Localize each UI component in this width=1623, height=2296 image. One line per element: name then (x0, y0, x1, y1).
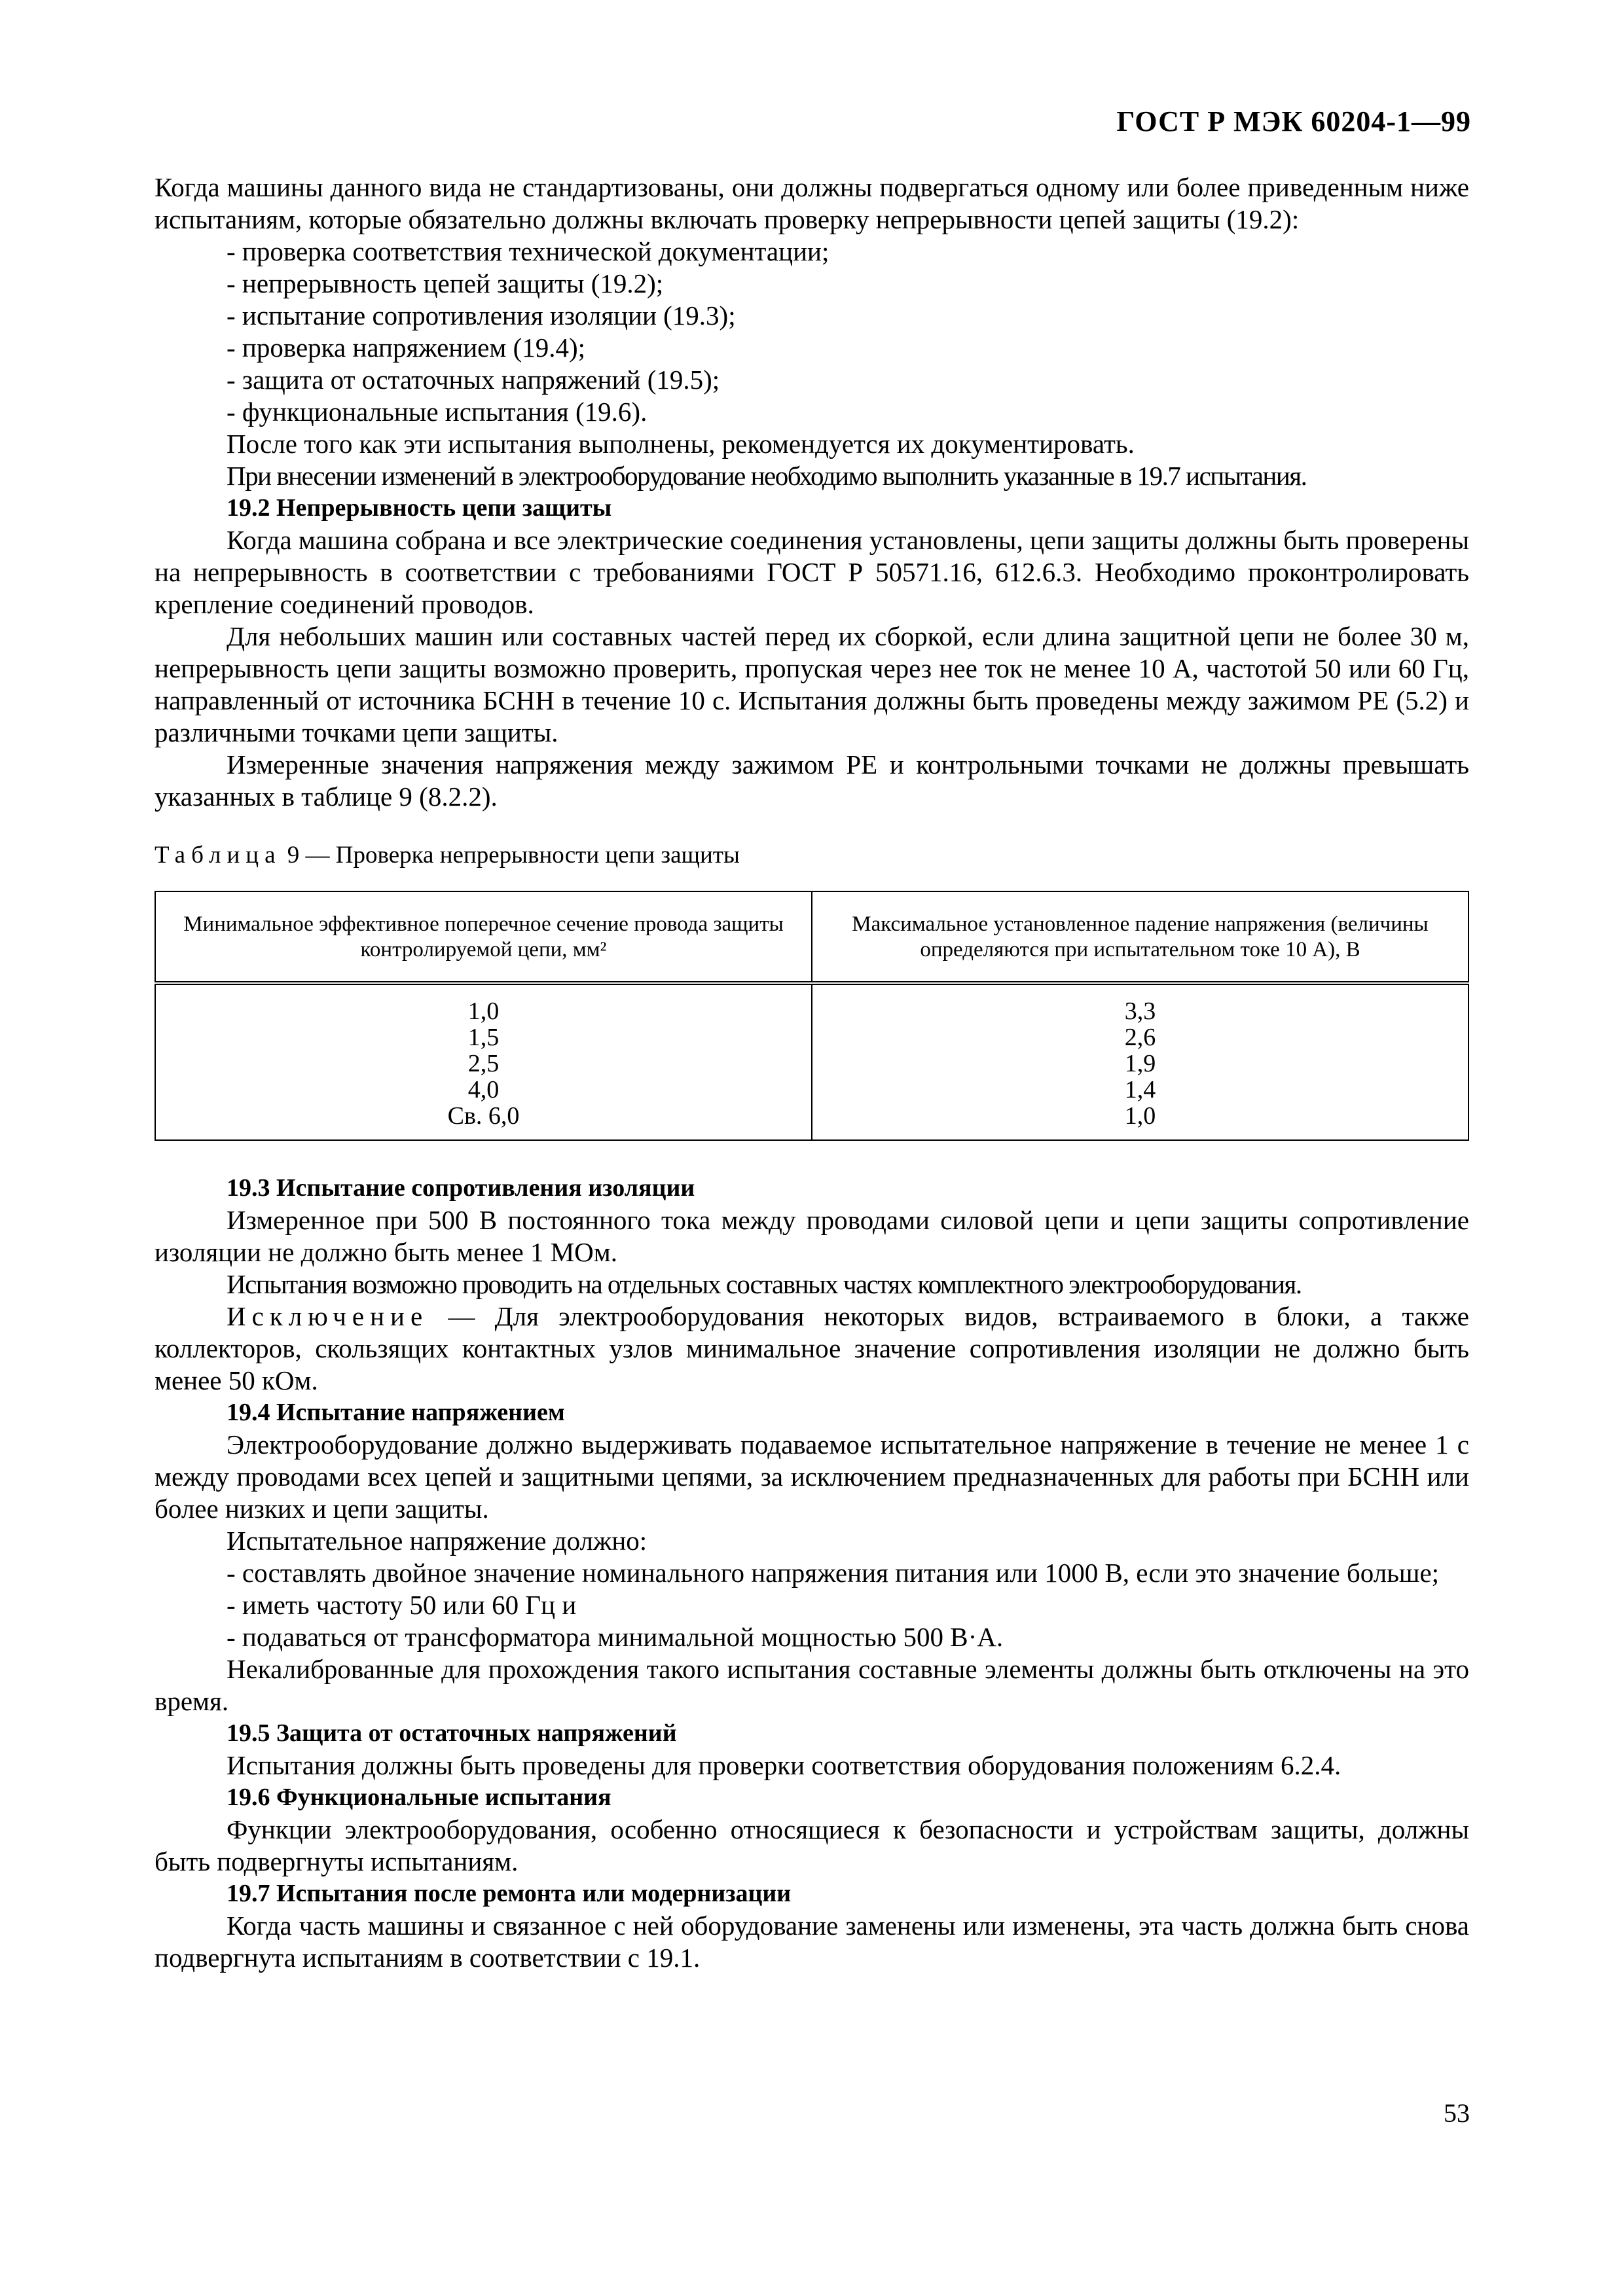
table-caption (155, 839, 1469, 871)
table-9 (155, 891, 1469, 1141)
table-value: 1,0 (1124, 1102, 1156, 1130)
table-value: 1,5 (467, 1024, 500, 1051)
paragraph: Когда машина собрана и все электрические соединения установлены, цепи защиты должны быть проверены на непрерывность в соответствии с требованиями ГОСТ Р 50571.16, 612.6.3. Необходимо проконтролировать крепление соединений проводов. (155, 525, 1469, 619)
list-item: - составлять двойное значение номинального напряжения питания или 1000 В, если это значение больше; (227, 1558, 1440, 1588)
list-item: - проверка напряжением (19.4); (227, 332, 586, 363)
table-caption-word: Таблица (155, 842, 282, 869)
paragraph: Испытательное напряжение должно: (227, 1526, 647, 1556)
paragraph: Некалиброванные для прохождения такого испытания составные элементы должны быть отключены на это время. (155, 1654, 1469, 1716)
paragraph: Электрооборудование должно выдерживать подаваемое испытательное напряжение в течение не менее 1 с между проводами всех цепей и защитными цепями, за исключением предназначенных для работы при БСНН или более низких и цепи защиты. (155, 1429, 1469, 1524)
note-word: Исключение (227, 1301, 429, 1331)
section-heading-19-7: 19.7 Испытания после ремонта или модернизации (227, 1880, 792, 1907)
table-column-header: Максимальное установленное падение напряжения (величины определяются при испытательном токе 10 А), В (812, 891, 1468, 983)
list-item: - испытание сопротивления изоляции (19.3); (227, 300, 736, 331)
section-heading-19-6: 19.6 Функциональные испытания (227, 1784, 611, 1811)
table-cell-section (155, 983, 812, 1140)
list-item: - защита от остаточных напряжений (19.5); (227, 365, 720, 395)
table-value: 1,4 (1124, 1076, 1156, 1103)
table-value: 2,6 (1124, 1024, 1156, 1051)
page-number: 53 (1444, 2098, 1470, 2128)
paragraph: Для небольших машин или составных частей перед их сборкой, если длина защитной цепи не более 30 м, непрерывность цепи защиты возможно проверить, пропуская через нее ток не менее 10 А, частотой 50 или 60 Гц, направленный от источника БСНН в течение 10 с. Испытания должны быть проведены между зажимом PE (5.2) и различными точками цепи защиты. (155, 621, 1469, 747)
note-text: — Для электрооборудования некоторых видов, встраиваемого в блоки, а также коллекторов, скользящих контактных узлов минимальное значение сопротивления изоляции не должно быть менее 50 кОм. (155, 1301, 1469, 1395)
table-value: 1,9 (1124, 1050, 1156, 1077)
section-heading-19-2: 19.2 Непрерывность цепи защиты (227, 494, 612, 522)
paragraph: При внесении изменений в электрооборудование необходимо выполнить указанные в 19.7 испытания. (227, 461, 1307, 491)
section-heading-19-5: 19.5 Защита от остаточных напряжений (227, 1719, 677, 1747)
table-cell-drop (812, 983, 1468, 1140)
table-value: 4,0 (467, 1076, 500, 1103)
list-item: - иметь частоту 50 или 60 Гц и (227, 1590, 577, 1620)
paragraph: Когда часть машины и связанное с ней оборудование заменены или изменены, эта часть должна быть снова подвергнута испытаниям в соответствии с 19.1. (155, 1910, 1469, 1973)
table-value: 1,0 (467, 997, 500, 1025)
paragraph: Измеренные значения напряжения между зажимом PE и контрольными точками не должны превышать указанных в таблице 9 (8.2.2). (155, 749, 1469, 812)
section-heading-19-3: 19.3 Испытание сопротивления изоляции (227, 1174, 695, 1202)
table-value: 2,5 (467, 1050, 500, 1077)
table-value: Св. 6,0 (447, 1102, 520, 1130)
table-column-header: Минимальное эффективное поперечное сечение провода защиты контролируемой цепи, мм² (155, 891, 812, 983)
paragraph: Измеренное при 500 В постоянного тока между проводами силовой цепи и цепи защиты сопротивление изоляции не должно быть менее 1 МОм. (155, 1205, 1469, 1267)
document-header: ГОСТ Р МЭК 60204-1—99 (1116, 105, 1471, 137)
list-item: - подаваться от трансформатора минимальной мощностью 500 В·А. (227, 1622, 1004, 1652)
table-caption-text: 9 — Проверка непрерывности цепи защиты (281, 842, 740, 869)
document-body (155, 171, 1469, 1974)
paragraph: Функции электрооборудования, особенно относящиеся к безопасности и устройствам защиты, должны быть подвергнуты испытаниям. (155, 1814, 1469, 1876)
paragraph: Испытания должны быть проведены для проверки соответствия оборудования положениям 6.2.4. (227, 1750, 1341, 1780)
intro-paragraph: Когда машины данного вида не стандартизованы, они должны подвергаться одному или более приведенным ниже испытаниям, которые обязательно должны включать проверку непрерывности цепей защиты (19.2): (155, 172, 1469, 234)
list-item: - проверка соответствия технической документации; (227, 236, 830, 266)
section-heading-19-4: 19.4 Испытание напряжением (227, 1399, 565, 1426)
paragraph: После того как эти испытания выполнены, рекомендуется их документировать. (227, 429, 1135, 459)
table-value: 3,3 (1124, 997, 1156, 1025)
list-item: - функциональные испытания (19.6). (227, 397, 647, 427)
list-item: - непрерывность цепей защиты (19.2); (227, 268, 664, 298)
note-paragraph (155, 1300, 1469, 1397)
paragraph: Испытания возможно проводить на отдельных составных частях комплектного электрооборудования. (227, 1269, 1302, 1299)
